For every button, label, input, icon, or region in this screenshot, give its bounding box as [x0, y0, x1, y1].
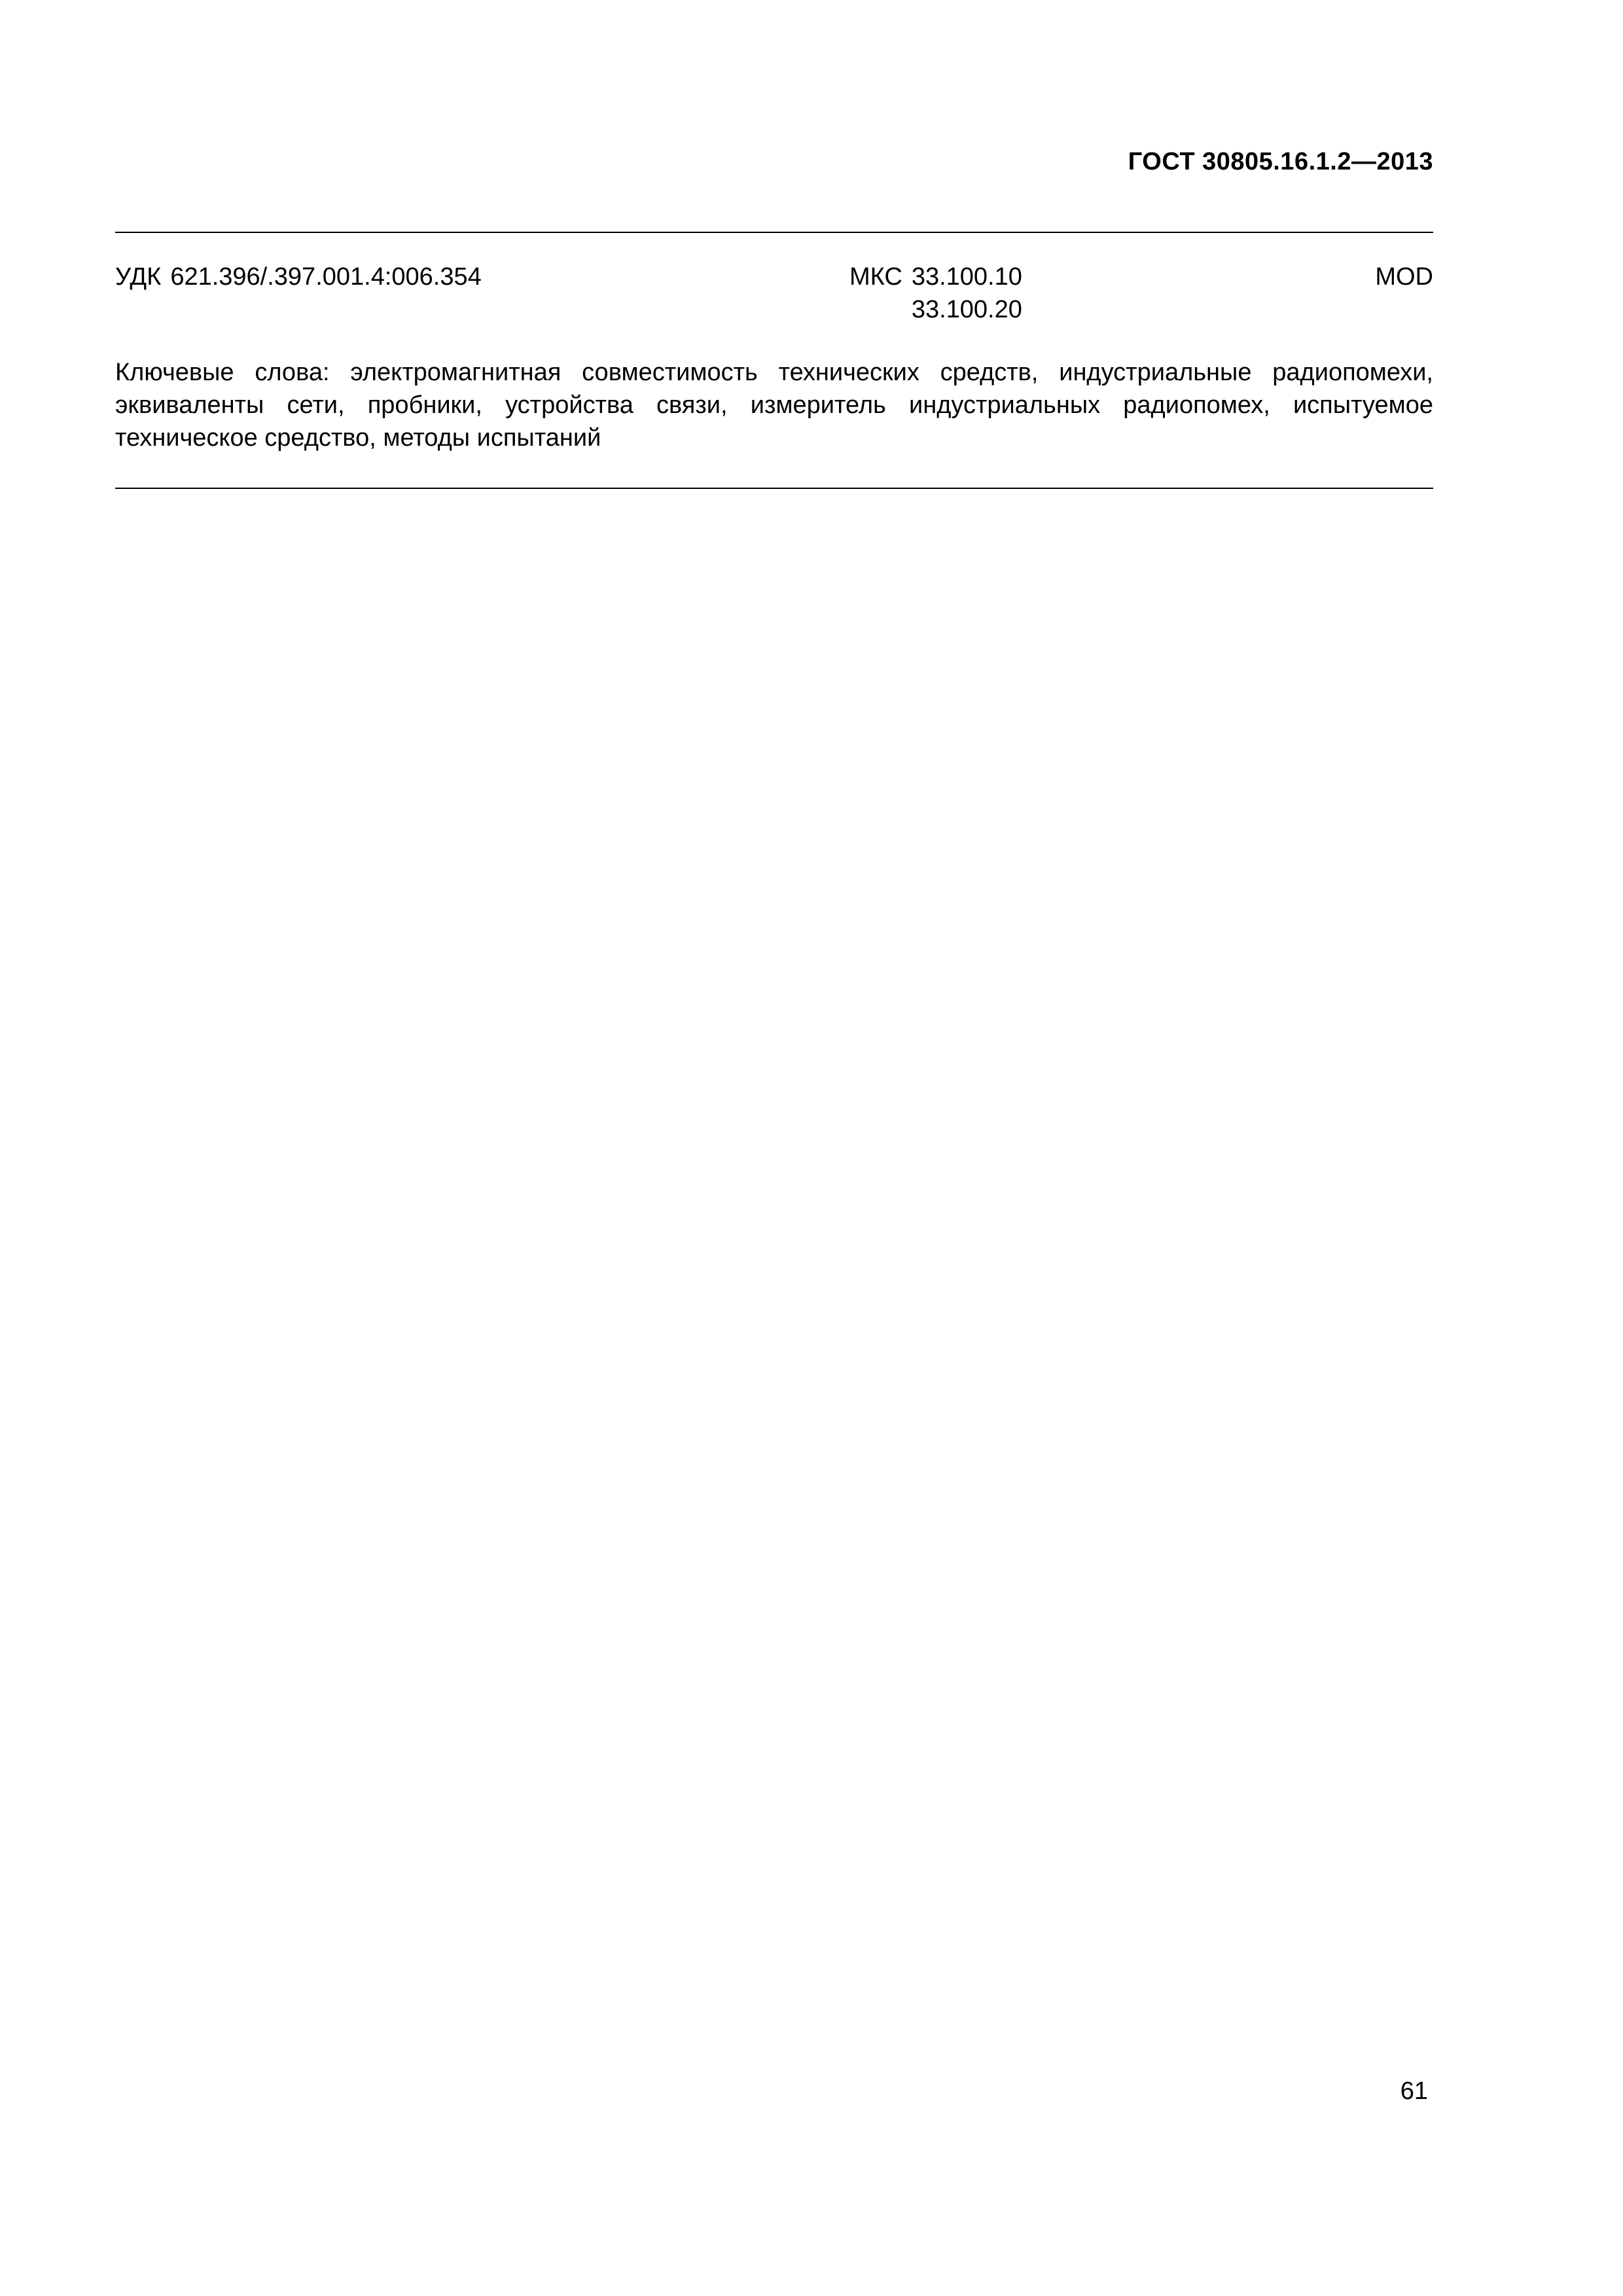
document-code: ГОСТ 30805.16.1.2—2013 — [1128, 148, 1433, 175]
classification-row — [115, 260, 1433, 332]
mks-code: 33.100.20 — [911, 296, 1022, 323]
udk-block — [115, 260, 482, 293]
mks-block — [849, 260, 1022, 326]
mks-codes — [912, 260, 1022, 326]
mks-code: 33.100.10 — [911, 263, 1022, 291]
udk-label: УДК — [115, 263, 162, 291]
page-number: 61 — [1400, 2077, 1428, 2105]
mks-label: МКС — [849, 263, 902, 291]
udk-value: 621.396/.397.001.4:006.354 — [170, 263, 482, 291]
bottom-divider — [115, 488, 1433, 489]
keywords-paragraph: Ключевые слова: электромагнитная совместимость технических средств, индустриальные радиопомехи, эквиваленты сети, пробники, устройства связи, измеритель индустриальных радиопомех, испытуемое техническое средство, методы испытаний — [115, 359, 1433, 452]
mod-marker: MOD — [1375, 263, 1433, 291]
top-divider — [115, 232, 1433, 233]
